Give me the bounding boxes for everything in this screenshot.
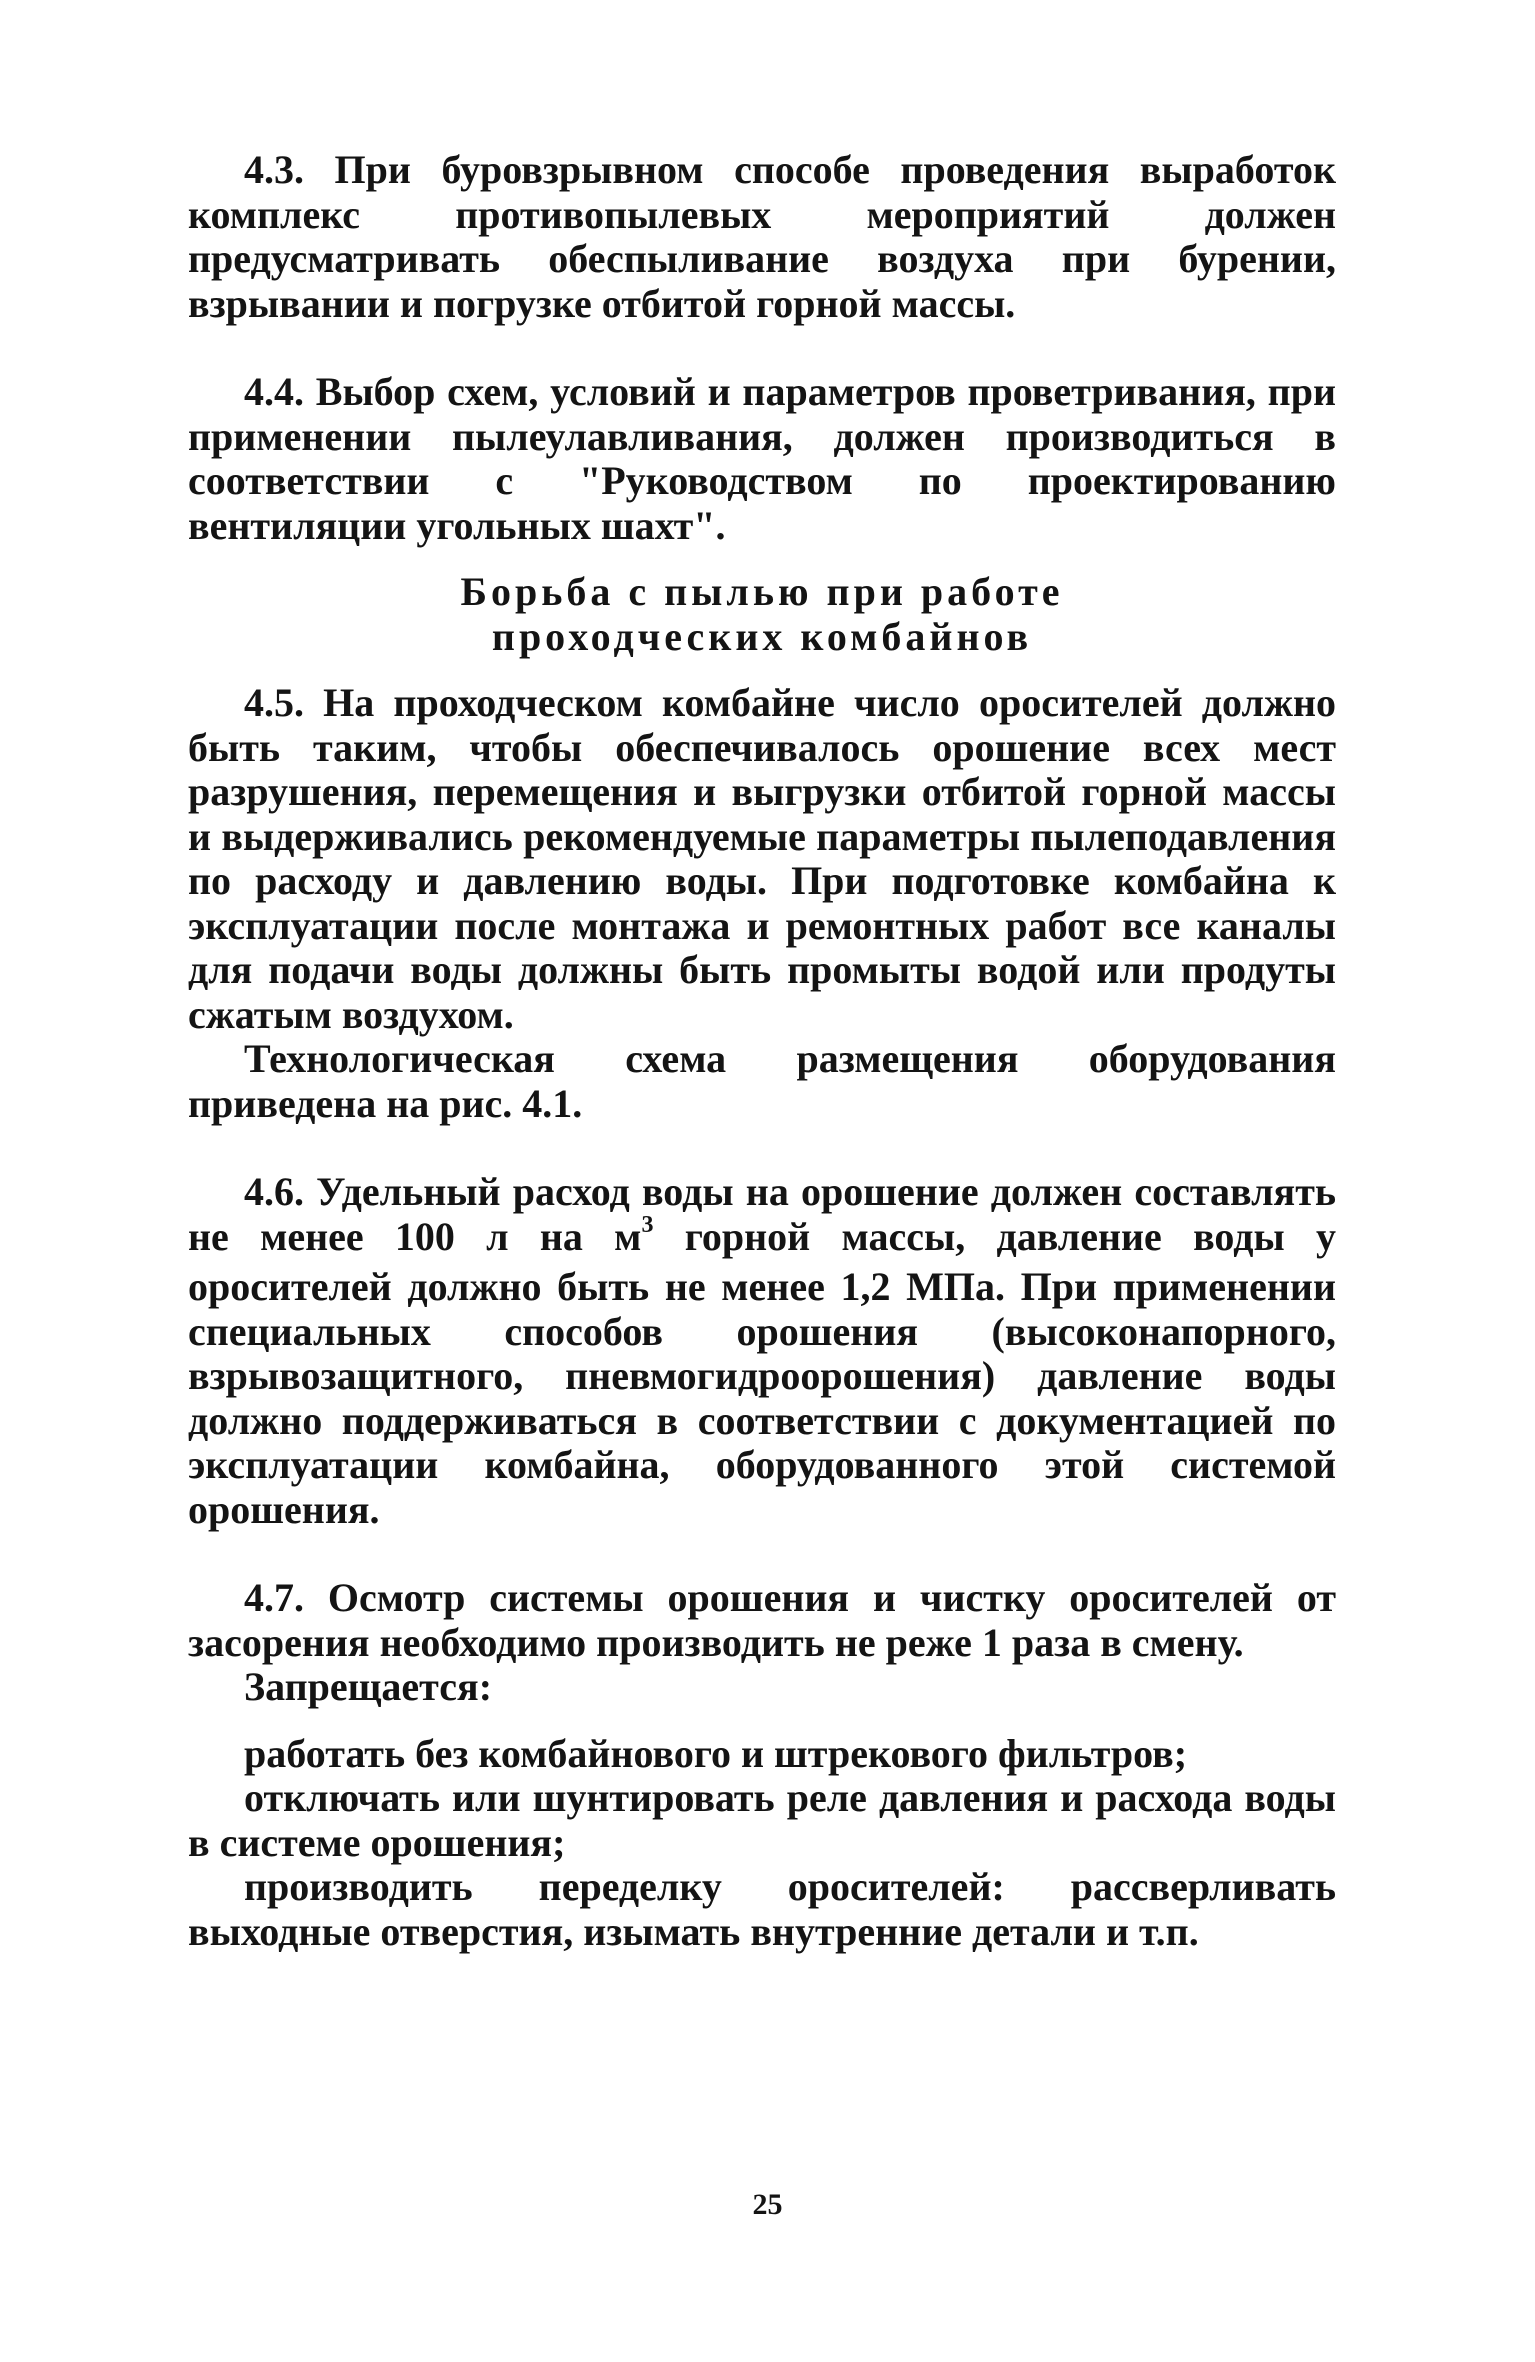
text-column xyxy=(188,148,1336,1954)
list-item: производить переделку оросителей: рассверливать выходные отверстия, изымать внутренние детали и т.п. xyxy=(188,1864,1336,1954)
paragraph-4-6-part-b: горной массы, давление воды у оросителей должно быть не менее 1,2 МПа. При применении специальных способов орошения (высоконапорного, взрывозащитного, пневмогидроорошения) давление воды должно поддерживаться в соответствии с документацией по эксплуатации комбайна, оборудованного этой системой орошения. xyxy=(188,1213,1336,1532)
paragraph-4-6-part-a: 4.6. Удельный расход воды на орошение должен составлять не менее 100 л на м xyxy=(188,1169,1336,1259)
list-item: отключать или шунтировать реле давления и расхода воды в системе орошения; xyxy=(188,1775,1336,1865)
paragraph-4-6 xyxy=(188,1170,1336,1532)
list-item: работать без комбайнового и штрекового фильтров; xyxy=(244,1730,1188,1776)
superscript-3: 3 xyxy=(641,1211,654,1238)
paragraph-4-7: 4.7. Осмотр системы орошения и чистку оросителей от засорения необходимо производить не реже 1 раза в смену. xyxy=(188,1575,1336,1665)
section-heading-line-1: Борьба с пылью при работе xyxy=(460,569,1064,614)
page-number: 25 xyxy=(752,2188,783,2221)
paragraph-4-3: 4.3. При буровзрывном способе проведения выработок комплекс противопылевых мероприятий должен предусматривать обеспыливание воздуха при бурении, взрывании и погрузке отбитой горной массы. xyxy=(188,147,1336,326)
paragraph-4-5: 4.5. На проходческом комбайне число оросителей должно быть таким, чтобы обеспечивалось орошение всех мест разрушения, перемещения и выгрузки отбитой горной массы и выдерживались рекомендуемые параметры пылеподавления по расходу и давлению воды. При подготовке комбайна к эксплуатации после монтажа и ремонтных работ все каналы для подачи воды должны быть промыты водой или продуты сжатым воздухом. xyxy=(188,680,1336,1037)
paragraph-4-4: 4.4. Выбор схем, условий и параметров проветривания, при применении пылеулавливания, должен производиться в соответствии с "Руководством по проектированию вентиляции угольных шахт". xyxy=(188,369,1336,548)
paragraph-4-5-scheme: Технологическая схема размещения оборудования приведена на рис. 4.1. xyxy=(188,1036,1336,1126)
prohibited-label: Запрещается: xyxy=(244,1664,493,1709)
section-heading-line-2: проходческих комбайнов xyxy=(491,613,1033,659)
